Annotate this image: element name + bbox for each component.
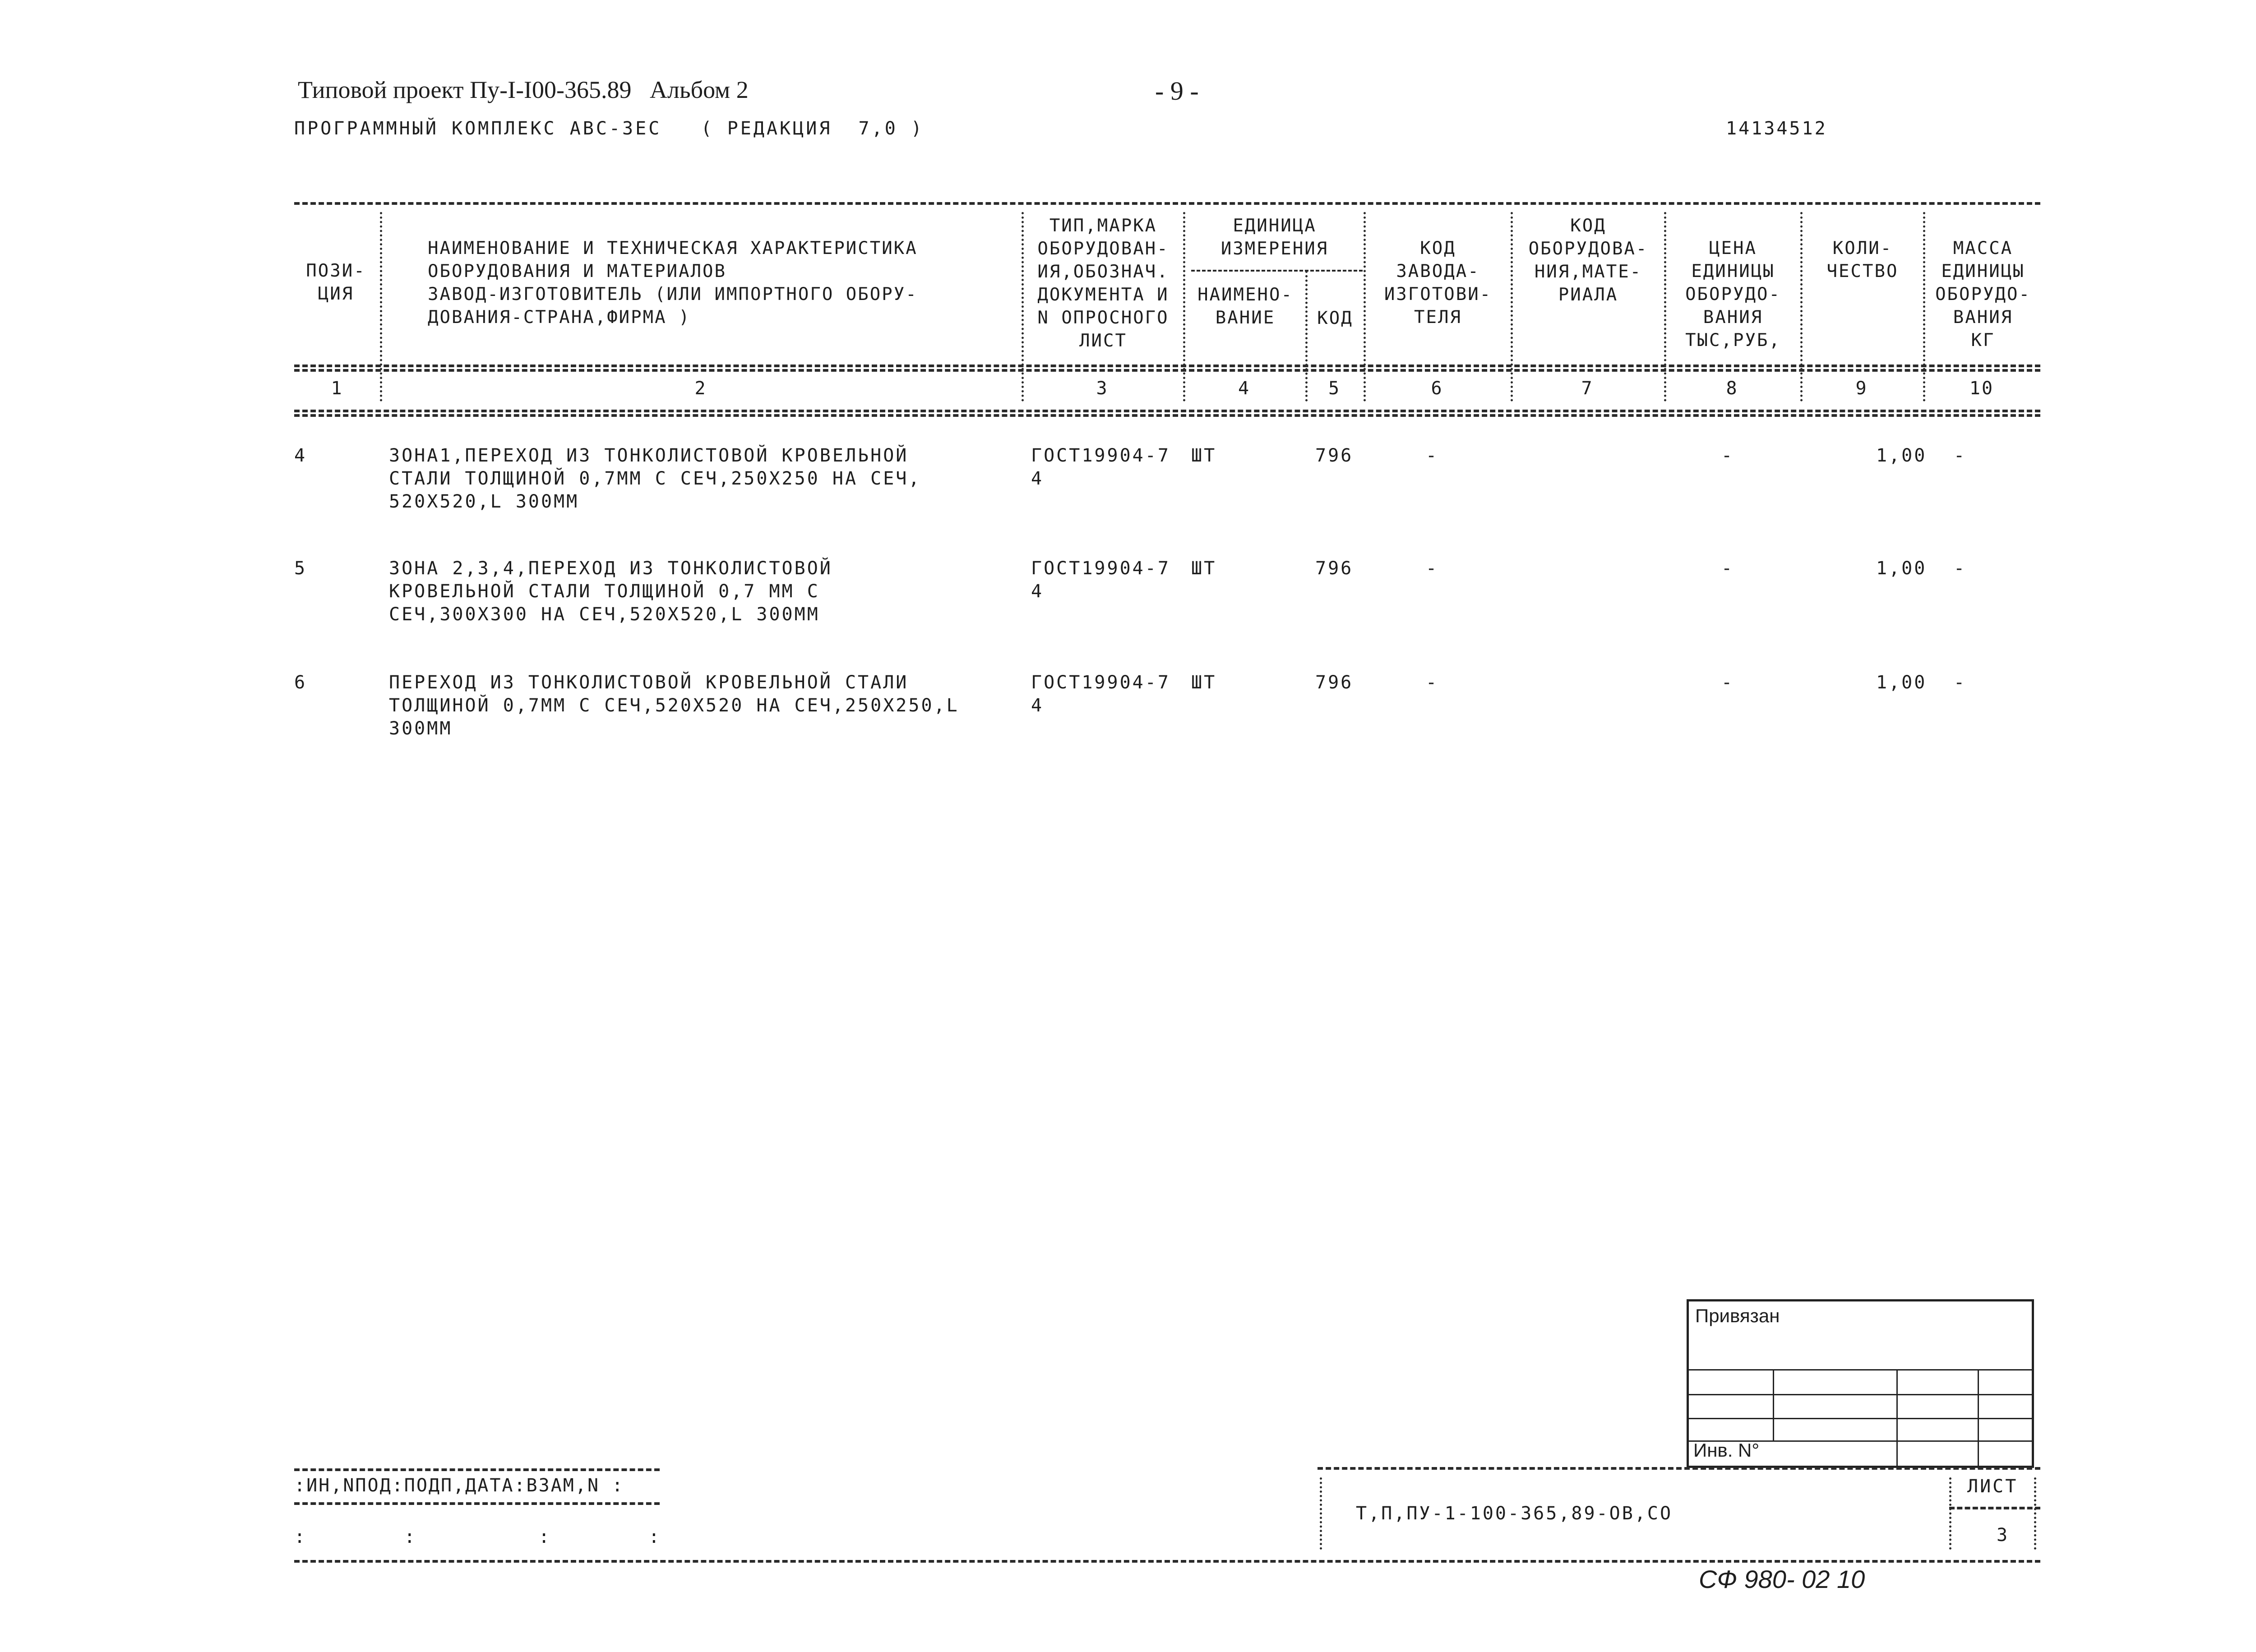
sheet-number: 3 [1997, 1525, 2010, 1546]
table-row-unit-code: 796 [1315, 672, 1354, 693]
table-row-quantity: 1,00 [1876, 445, 1927, 466]
title-block-top-rule [1318, 1467, 2040, 1470]
document-reference: Т,П,ПУ-1-100-365,89-ОВ,СО [1356, 1503, 1673, 1524]
table-row-position: 4 [294, 445, 307, 466]
sheet-sep-right [2034, 1477, 2036, 1550]
table-row-quantity: 1,00 [1876, 672, 1927, 693]
col-sep-9 [1923, 212, 1925, 401]
col-sep-5 [1364, 212, 1366, 401]
col-header-unit-code: КОД [1317, 308, 1353, 328]
unit-subrule [1191, 270, 1363, 272]
stamp-line [1689, 1418, 2032, 1419]
col-number-2: 2 [694, 378, 707, 399]
col-header-unit: ЕДИНИЦА ИЗМЕРЕНИЯ [1220, 216, 1329, 259]
table-row-unit: ШТ [1191, 445, 1217, 466]
header-bottom-rule-2 [294, 369, 2040, 372]
table-row-unit: ШТ [1191, 672, 1217, 693]
table-row-mass: - [1954, 558, 1967, 579]
stamp-line [1689, 1394, 2032, 1395]
table-row-name: ЗОНА1,ПЕРЕХОД ИЗ ТОНКОЛИСТОВОЙ КРОВЕЛЬНОЙ СТАЛИ ТОЛЩИНОЙ 0,7ММ С СЕЧ,250Х250 НА СЕЧ, 520Х520,L 300ММ [389, 445, 921, 512]
table-row-type: ГОСТ19904-7 4 [1031, 672, 1170, 716]
table-row-plant-code: - [1426, 445, 1439, 466]
col-sep-7 [1664, 212, 1666, 401]
col-number-3: 3 [1096, 378, 1109, 399]
table-row-name: ПЕРЕХОД ИЗ ТОНКОЛИСТОВОЙ КРОВЕЛЬНОЙ СТАЛИ ТОЛЩИНОЙ 0,7ММ С СЕЧ,520Х520 НА СЕЧ,250Х250,L 300ММ [389, 672, 959, 739]
table-row-type: ГОСТ19904-7 4 [1031, 445, 1170, 489]
handwritten-note: СФ 980- 02 10 [1699, 1565, 1865, 1593]
col-header-unit-name: НАИМЕНО- ВАНИЕ [1197, 285, 1293, 328]
program-name: ПРОГРАММНЫЙ КОМПЛЕКС АВС-3ЕС ( РЕДАКЦИЯ 7,0 ) [294, 118, 924, 139]
table-row-position: 5 [294, 558, 307, 579]
table-row-unit: ШТ [1191, 558, 1217, 579]
stamp-line [1773, 1369, 1774, 1441]
header-bottom-rule [294, 365, 2040, 367]
stamp-line [1978, 1369, 1979, 1468]
table-row-plant-code: - [1426, 672, 1439, 693]
col-number-4: 4 [1238, 378, 1251, 399]
stamp-bound-label: Привязан [1695, 1305, 1780, 1326]
footer-bottom-rule [294, 1560, 2040, 1563]
sign-row: : : : : [294, 1527, 661, 1547]
table-row-price: - [1721, 445, 1734, 466]
col-header-type: ТИП,МАРКА ОБОРУДОВАН- ИЯ,ОБОЗНАЧ. ДОКУМЕНТА И N ОПРОСНОГО ЛИСТ [1037, 216, 1169, 351]
table-row-unit-code: 796 [1315, 558, 1354, 579]
project-title: Типовой проект Пу-I-I00-365.89 Альбом 2 [298, 76, 749, 103]
table-row-unit-code: 796 [1315, 445, 1354, 466]
table-row-plant-code: - [1426, 558, 1439, 579]
sheet-sep [1949, 1477, 1951, 1550]
col-sep-1 [380, 212, 382, 401]
table-row-price: - [1721, 558, 1734, 579]
numbers-bottom-rule [294, 410, 2040, 412]
sheet-label: ЛИСТ [1967, 1476, 2018, 1497]
col-number-10: 10 [1969, 378, 1994, 399]
numbers-bottom-rule-2 [294, 414, 2040, 417]
col-header-equipment-code: КОД ОБОРУДОВА- НИЯ,МАТЕ- РИАЛА [1528, 216, 1648, 305]
table-row-mass: - [1954, 445, 1967, 466]
table-row-position: 6 [294, 672, 307, 693]
col-header-position: ПОЗИ- ЦИЯ [306, 261, 366, 304]
table-row-type: ГОСТ19904-7 4 [1031, 558, 1170, 602]
title-block-sep [1320, 1477, 1322, 1550]
table-row-quantity: 1,00 [1876, 558, 1927, 579]
col-sep-2 [1022, 212, 1024, 401]
table-row-mass: - [1954, 672, 1967, 693]
col-sep-3 [1183, 212, 1185, 401]
stamp-line [1689, 1369, 2032, 1371]
col-header-quantity: КОЛИ- ЧЕСТВО [1826, 238, 1899, 281]
table-row-name: ЗОНА 2,3,4,ПЕРЕХОД ИЗ ТОНКОЛИСТОВОЙ КРОВЕЛЬНОЙ СТАЛИ ТОЛЩИНОЙ 0,7 ММ С СЕЧ,300Х300 НА СЕЧ,520Х520,L 300ММ [389, 558, 832, 625]
sign-mid-rule [294, 1502, 660, 1505]
page-number: - 9 - [1155, 76, 1199, 106]
table-top-rule [294, 202, 2040, 205]
col-header-mass: МАССА ЕДИНИЦЫ ОБОРУДО- ВАНИЯ КГ [1935, 238, 2031, 351]
col-number-7: 7 [1581, 378, 1594, 399]
sign-header: :ИН,NПОД:ПОДП,ДАТА:ВЗАМ,N : [294, 1475, 624, 1496]
col-number-5: 5 [1328, 378, 1341, 399]
col-number-1: 1 [331, 378, 343, 399]
col-header-name: НАИМЕНОВАНИЕ И ТЕХНИЧЕСКАЯ ХАРАКТЕРИСТИКА ОБОРУДОВАНИЯ И МАТЕРИАЛОВ ЗАВОД-ИЗГОТОВИТЕЛЬ (ИЛИ ИМПОРТНОГО ОБОРУ- ДОВАНИЯ-СТРАНА,ФИРМА ) [428, 238, 918, 328]
col-number-8: 8 [1726, 378, 1738, 399]
col-header-price: ЦЕНА ЕДИНИЦЫ ОБОРУДО- ВАНИЯ ТЫС,РУБ, [1685, 238, 1781, 351]
stamp-inv-label: Инв. N° [1693, 1440, 1760, 1461]
table-row-price: - [1721, 672, 1734, 693]
col-number-9: 9 [1855, 378, 1868, 399]
document-code: 14134512 [1726, 118, 1827, 139]
stamp-line [1896, 1369, 1898, 1468]
sheet-mid-rule [1949, 1507, 2040, 1509]
col-number-6: 6 [1431, 378, 1443, 399]
col-header-plant-code: КОД ЗАВОДА- ИЗГОТОВИ- ТЕЛЯ [1384, 238, 1492, 328]
sign-top-rule [294, 1468, 660, 1471]
col-sep-8 [1800, 212, 1803, 401]
binding-stamp [1687, 1299, 2034, 1468]
col-sep-6 [1511, 212, 1513, 401]
